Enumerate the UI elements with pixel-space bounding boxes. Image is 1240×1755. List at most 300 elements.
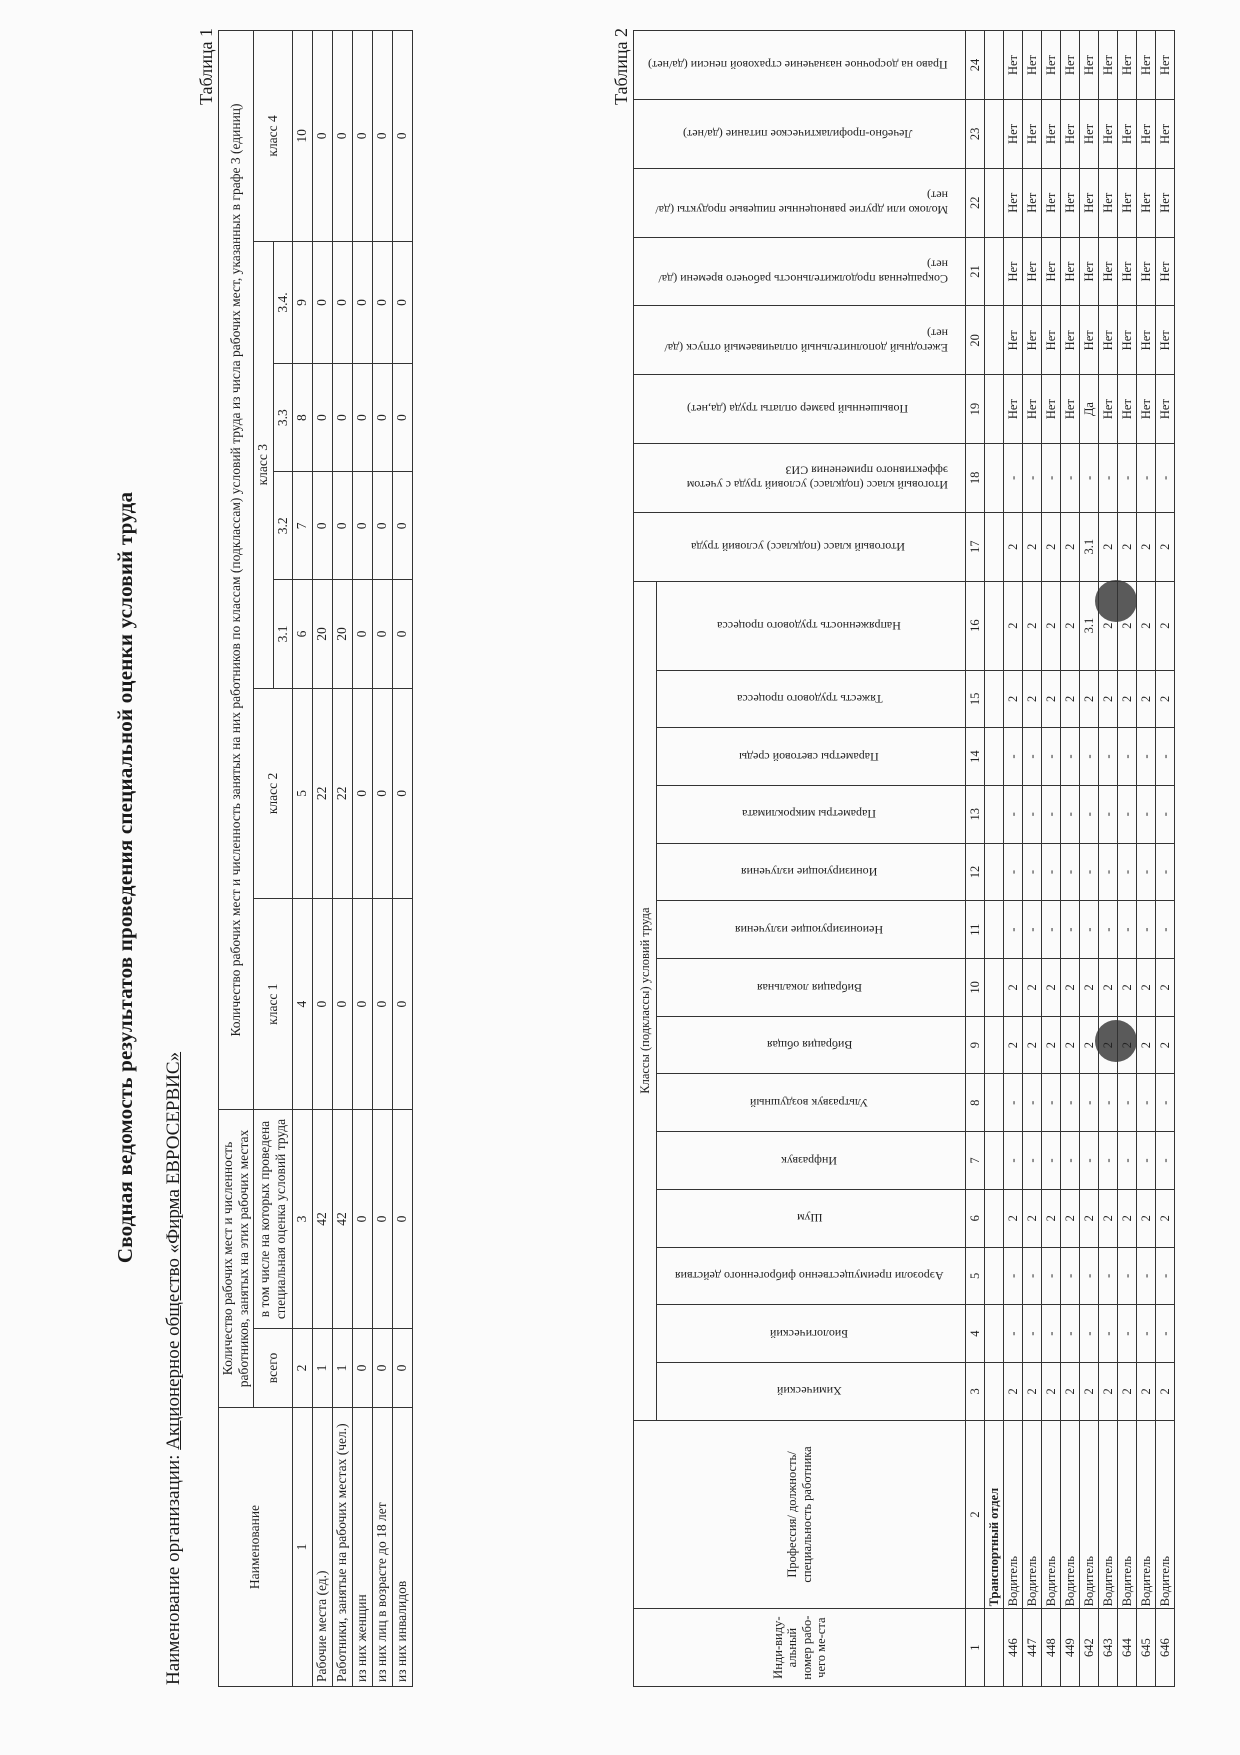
t2-cell: -	[1137, 1305, 1156, 1363]
t2-cell: 2	[1061, 512, 1080, 581]
t2-header-guarantee-4: Лечебно-профилактическое питание (да/нет)	[634, 100, 966, 169]
t2-cell: -	[1023, 843, 1042, 901]
t1-cell: 0	[352, 1110, 372, 1329]
t2-cell: -	[1042, 1247, 1061, 1305]
t2-col-number: 2	[966, 1420, 985, 1609]
t2-dept-empty	[985, 785, 1004, 843]
t2-cell: 2	[1099, 1016, 1118, 1074]
t2-row	[1042, 31, 1061, 1687]
t2-cell: -	[1099, 843, 1118, 901]
t2-profession: Водитель	[1137, 1420, 1156, 1609]
t2-cell: -	[1061, 1305, 1080, 1363]
t2-header-profession: Профессия/ должность/ специальность работника	[634, 1420, 966, 1609]
t2-cell: Нет	[1099, 306, 1118, 375]
t2-cell: -	[1042, 1305, 1061, 1363]
t2-dept-empty	[985, 901, 1004, 959]
t1-cell: 0	[352, 364, 372, 472]
t2-cell: Нет	[1099, 168, 1118, 237]
t2-cell: 2	[1061, 1016, 1080, 1074]
t2-dept-row	[985, 31, 1004, 1687]
t2-dept-empty	[985, 1362, 1004, 1420]
t2-cell: 2	[1118, 581, 1137, 670]
t2-cell: 2	[1023, 1362, 1042, 1420]
t2-cell: Нет	[1118, 375, 1137, 444]
t2-cell: Нет	[1099, 100, 1118, 169]
t2-dept-empty	[985, 306, 1004, 375]
t2-dept-empty	[985, 1074, 1004, 1132]
t2-cell: -	[1042, 1132, 1061, 1190]
t2-cell: -	[1023, 901, 1042, 959]
t2-header-factor: Параметры световой среды	[657, 728, 966, 786]
t2-header-final-siz: Итоговый класс (подкласс) условий труда с учетом эффективного применения СИЗ	[634, 444, 966, 513]
t2-cell: -	[1099, 1305, 1118, 1363]
t1-cell: 0	[372, 241, 392, 363]
t2-cell: -	[1156, 785, 1175, 843]
t2-header-guarantee-5: Право на досрочное назначение страховой пенсии (да/нет)	[634, 31, 966, 100]
t2-cell: Нет	[1156, 31, 1175, 100]
t1-cell: 0	[352, 241, 372, 363]
t2-cell: -	[1042, 785, 1061, 843]
t2-cell: -	[1137, 1132, 1156, 1190]
t2-header-factor: Биологический	[657, 1305, 966, 1363]
t2-header-guarantee-3: Молоко или другие равноценные пищевые продукты (да/нет)	[634, 168, 966, 237]
t2-cell: Нет	[1023, 31, 1042, 100]
t1-cell: 0	[392, 899, 412, 1110]
t2-cell: 2	[1118, 1362, 1137, 1420]
t2-dept-empty	[985, 1016, 1004, 1074]
t2-cell: 2	[1099, 512, 1118, 581]
t2-dept-empty	[985, 375, 1004, 444]
t1-cell: 0	[312, 31, 332, 242]
t2-col-number: 24	[966, 31, 985, 100]
t1-cell: 0	[332, 899, 352, 1110]
t2-profession: Водитель	[1099, 1420, 1118, 1609]
t1-col-number: 1	[292, 1408, 312, 1687]
t2-col-number: 18	[966, 444, 985, 513]
t1-cell: 1	[332, 1329, 352, 1408]
t2-cell: -	[1137, 901, 1156, 959]
t1-cell: 0	[372, 899, 392, 1110]
t2-cell: -	[1137, 843, 1156, 901]
t2-cell: -	[1156, 444, 1175, 513]
t2-cell: -	[1156, 901, 1175, 959]
t2-cell: 2	[1004, 1189, 1023, 1247]
t2-cell: 2	[1004, 581, 1023, 670]
t2-cell: Да	[1080, 375, 1099, 444]
t1-header-class2: класс 2	[254, 688, 292, 899]
t2-cell: 3.1	[1080, 581, 1099, 670]
t1-row-name: из них лиц в возрасте до 18 лет	[372, 1408, 392, 1687]
t2-cell: Нет	[1080, 237, 1099, 306]
t2-dept-empty	[985, 1305, 1004, 1363]
t2-cell: 2	[1023, 1016, 1042, 1074]
t2-cell: Нет	[1080, 168, 1099, 237]
t2-cell: -	[1156, 1132, 1175, 1190]
t2-cell: -	[1061, 843, 1080, 901]
t2-cell: -	[1080, 444, 1099, 513]
t2-col-number: 20	[966, 306, 985, 375]
t1-cell: 0	[332, 364, 352, 472]
t2-cell: -	[1023, 1074, 1042, 1132]
t1-cell: 0	[312, 241, 332, 363]
t1-cell: 20	[312, 580, 332, 688]
t2-cell: -	[1042, 901, 1061, 959]
t2-header-factor: Вибрация общая	[657, 1016, 966, 1074]
t2-cell: -	[1099, 1247, 1118, 1305]
t2-workplace-id: 643	[1099, 1609, 1118, 1687]
t2-cell: -	[1061, 444, 1080, 513]
t2-cell: Нет	[1004, 237, 1023, 306]
t2-cell: 2	[1137, 1189, 1156, 1247]
t2-cell: -	[1099, 901, 1118, 959]
t2-cell: Нет	[1118, 306, 1137, 375]
t2-dept-empty	[985, 168, 1004, 237]
t2-cell: -	[1080, 1247, 1099, 1305]
t2-col-number: 10	[966, 959, 985, 1017]
t2-dept-empty	[985, 100, 1004, 169]
t1-cell: 0	[352, 580, 372, 688]
t2-col-number: 5	[966, 1247, 985, 1305]
t2-cell: -	[1137, 785, 1156, 843]
t1-cell: 22	[312, 688, 332, 899]
t2-col-number: 7	[966, 1132, 985, 1190]
t2-cell: 2	[1156, 512, 1175, 581]
t2-cell: 2	[1156, 670, 1175, 728]
t2-header-factor: Неионизирующие излучения	[657, 901, 966, 959]
t1-cell: 0	[392, 1110, 412, 1329]
t2-cell: -	[1023, 1132, 1042, 1190]
t2-cell: Нет	[1042, 168, 1061, 237]
t2-header-guarantee-1: Ежегодный дополнительный оплачиваемый отпуск (да/нет)	[634, 306, 966, 375]
t2-workplace-id: 447	[1023, 1609, 1042, 1687]
t2-col-number: 6	[966, 1189, 985, 1247]
t2-cell: -	[1061, 785, 1080, 843]
t2-cell: 2	[1023, 512, 1042, 581]
t2-cell: Нет	[1080, 306, 1099, 375]
t1-cell: 0	[332, 472, 352, 580]
t2-cell: 2	[1099, 959, 1118, 1017]
t2-cell: Нет	[1080, 100, 1099, 169]
t1-cell: 1	[312, 1329, 332, 1408]
t2-cell: 2	[1042, 670, 1061, 728]
t1-header-3-1: 3.1	[273, 580, 292, 688]
t2-header-factor: Химический	[657, 1362, 966, 1420]
t2-cell: -	[1004, 1074, 1023, 1132]
t1-cell: 0	[372, 1110, 392, 1329]
t2-cell: Нет	[1080, 31, 1099, 100]
t1-cell: 0	[352, 899, 372, 1110]
t2-cell: -	[1061, 901, 1080, 959]
t2-cell: Нет	[1156, 100, 1175, 169]
t2-col-number: 14	[966, 728, 985, 786]
t2-cell: -	[1004, 1305, 1023, 1363]
t2-row	[1023, 31, 1042, 1687]
t2-cell: 2	[1061, 670, 1080, 728]
t2-cell: -	[1118, 728, 1137, 786]
t2-cell: 2	[1156, 1016, 1175, 1074]
t2-cell: -	[1042, 444, 1061, 513]
t2-cell: -	[1061, 1074, 1080, 1132]
t2-header-final: Итоговый класс (подкласс) условий труда	[634, 512, 966, 581]
t2-col-number: 21	[966, 237, 985, 306]
t2-cell: 2	[1023, 581, 1042, 670]
document-title: Сводная ведомость результатов проведения специальной оценки условий труда	[113, 491, 137, 1264]
t2-row	[1118, 31, 1137, 1687]
t2-cell: 2	[1042, 581, 1061, 670]
t2-profession: Водитель	[1042, 1420, 1061, 1609]
t1-cell: 42	[312, 1110, 332, 1329]
t2-department: Транспортный отдел	[985, 1420, 1004, 1609]
t2-header-id: Инди-виду-альный номер рабо-чего ме-ста	[634, 1609, 966, 1687]
t2-header-factor: Аэрозоли преимущественно фиброгенного действия	[657, 1247, 966, 1305]
t2-header-factor: Тяжесть трудового процесса	[657, 670, 966, 728]
t1-cell: 0	[392, 241, 412, 363]
t2-cell: Нет	[1061, 375, 1080, 444]
t2-dept-empty	[985, 512, 1004, 581]
t1-col-number: 8	[292, 364, 312, 472]
t2-col-number: 15	[966, 670, 985, 728]
t1-row	[372, 31, 392, 1687]
t2-cell: -	[1156, 843, 1175, 901]
t1-cell: 22	[332, 688, 352, 899]
t2-cell: Нет	[1023, 100, 1042, 169]
t2-cell: -	[1156, 728, 1175, 786]
t2-cell: 2	[1156, 1189, 1175, 1247]
t2-cell: 2	[1137, 670, 1156, 728]
t2-cell: -	[1061, 728, 1080, 786]
t2-workplace-id: 646	[1156, 1609, 1175, 1687]
t2-cell: 2	[1004, 1362, 1023, 1420]
t2-col-number: 8	[966, 1074, 985, 1132]
t2-cell: Нет	[1023, 375, 1042, 444]
t2-cell: 2	[1118, 959, 1137, 1017]
t2-dept-spacer	[985, 1609, 1004, 1687]
t2-cell: Нет	[1156, 375, 1175, 444]
t1-cell: 0	[372, 580, 392, 688]
t2-cell: -	[1023, 728, 1042, 786]
t2-row	[1080, 31, 1099, 1687]
t2-row	[1137, 31, 1156, 1687]
t2-header-factor: Параметры микроклимата	[657, 785, 966, 843]
t2-cell: Нет	[1042, 237, 1061, 306]
t2-col-number: 13	[966, 785, 985, 843]
t1-header-name: Наименование	[219, 1408, 293, 1687]
t1-cell: 0	[392, 31, 412, 242]
t2-header-factor: Шум	[657, 1189, 966, 1247]
t2-cell: -	[1023, 785, 1042, 843]
t2-dept-empty	[985, 581, 1004, 670]
t2-cell: Нет	[1099, 237, 1118, 306]
t2-cell: 2	[1099, 1189, 1118, 1247]
t2-cell: -	[1118, 1074, 1137, 1132]
t2-cell: Нет	[1042, 375, 1061, 444]
t2-cell: Нет	[1023, 168, 1042, 237]
t2-cell: -	[1004, 843, 1023, 901]
t2-cell: Нет	[1004, 31, 1023, 100]
t2-cell: 2	[1004, 959, 1023, 1017]
t2-cell: 2	[1156, 581, 1175, 670]
t2-cell: -	[1099, 1074, 1118, 1132]
t1-cell: 0	[312, 472, 332, 580]
t2-cell: 2	[1042, 1362, 1061, 1420]
t1-cell: 0	[352, 31, 372, 242]
t1-cell: 0	[372, 472, 392, 580]
t2-cell: Нет	[1137, 237, 1156, 306]
t2-cell: Нет	[1061, 306, 1080, 375]
t2-cell: -	[1042, 1074, 1061, 1132]
t2-cell: -	[1099, 728, 1118, 786]
t2-cell: Нет	[1118, 100, 1137, 169]
t2-cell: 2	[1004, 1016, 1023, 1074]
t2-number-row	[966, 31, 985, 1687]
t2-cell: 2	[1080, 1189, 1099, 1247]
t2-cell: Нет	[1137, 375, 1156, 444]
t2-cell: Нет	[1061, 100, 1080, 169]
t2-cell: 2	[1080, 1016, 1099, 1074]
t2-cell: -	[1118, 444, 1137, 513]
t1-header-classes-group: Количество рабочих мест и численность занятых на них работников по классам (подклассам) условий труда из числа рабочих мест, указанных в графе 3 (единиц)	[219, 31, 254, 1110]
t2-cell: -	[1099, 1132, 1118, 1190]
t2-cell: Нет	[1118, 168, 1137, 237]
t2-col-number: 1	[966, 1609, 985, 1687]
t2-cell: -	[1080, 785, 1099, 843]
t2-cell: 2	[1023, 670, 1042, 728]
t2-cell: Нет	[1061, 168, 1080, 237]
t2-col-number: 11	[966, 901, 985, 959]
t1-col-number: 2	[292, 1329, 312, 1408]
t2-cell: 2	[1061, 959, 1080, 1017]
t2-cell: -	[1023, 1247, 1042, 1305]
t1-header-total: всего	[254, 1329, 292, 1408]
t2-cell: Нет	[1042, 306, 1061, 375]
t2-dept-empty	[985, 1189, 1004, 1247]
t1-cell: 0	[392, 688, 412, 899]
t2-cell: 2	[1137, 1362, 1156, 1420]
t2-cell: Нет	[1004, 375, 1023, 444]
t1-col-number: 10	[292, 31, 312, 242]
t2-cell: Нет	[1061, 31, 1080, 100]
t2-dept-empty	[985, 237, 1004, 306]
t2-cell: Нет	[1023, 306, 1042, 375]
t2-cell: -	[1004, 901, 1023, 959]
t2-cell: 2	[1080, 959, 1099, 1017]
table2-label: Таблица 2	[611, 28, 631, 105]
t2-col-number: 4	[966, 1305, 985, 1363]
t2-cell: -	[1080, 901, 1099, 959]
t2-col-number: 3	[966, 1362, 985, 1420]
t1-header-3-2: 3.2	[273, 472, 292, 580]
t1-header-3-3: 3.3	[273, 364, 292, 472]
t2-dept-empty	[985, 1247, 1004, 1305]
t1-cell: 0	[332, 31, 352, 242]
t2-cell: 2	[1004, 670, 1023, 728]
t2-cell: -	[1156, 1247, 1175, 1305]
t2-cell: 2	[1061, 1362, 1080, 1420]
summary-table-1	[218, 30, 413, 1687]
t2-cell: 2	[1080, 1362, 1099, 1420]
t2-cell: -	[1061, 1247, 1080, 1305]
t2-cell: Нет	[1099, 31, 1118, 100]
t2-cell: 2	[1042, 959, 1061, 1017]
t1-col-number: 3	[292, 1110, 312, 1329]
t2-dept-empty	[985, 1132, 1004, 1190]
t2-cell: 2	[1118, 670, 1137, 728]
t2-col-number: 12	[966, 843, 985, 901]
classes-table-2	[633, 30, 1175, 1687]
t1-cell: 0	[352, 688, 372, 899]
t2-cell: -	[1118, 901, 1137, 959]
t2-header-guarantee-0: Повышенный размер оплаты труда (да,нет)	[634, 375, 966, 444]
t2-dept-empty	[985, 31, 1004, 100]
t2-cell: 2	[1099, 670, 1118, 728]
t2-col-number: 17	[966, 512, 985, 581]
t2-cell: 2	[1023, 1189, 1042, 1247]
t2-profession: Водитель	[1023, 1420, 1042, 1609]
t2-cell: 2	[1061, 1189, 1080, 1247]
t2-cell: -	[1023, 1305, 1042, 1363]
t2-cell: -	[1156, 1074, 1175, 1132]
t1-cell: 0	[352, 1329, 372, 1408]
t1-header-class1: класс 1	[254, 899, 292, 1110]
t2-col-number: 23	[966, 100, 985, 169]
table1-label: Таблица 1	[196, 28, 216, 105]
t1-cell: 0	[372, 1329, 392, 1408]
t2-cell: 2	[1042, 1016, 1061, 1074]
t2-cell: 2	[1004, 512, 1023, 581]
t2-cell: -	[1080, 1132, 1099, 1190]
t2-workplace-id: 446	[1004, 1609, 1023, 1687]
t2-cell: 2	[1080, 670, 1099, 728]
t2-profession: Водитель	[1061, 1420, 1080, 1609]
t2-cell: -	[1080, 1305, 1099, 1363]
t2-cell: -	[1099, 785, 1118, 843]
t1-cell: 0	[332, 241, 352, 363]
t2-cell: -	[1080, 1074, 1099, 1132]
t1-cell: 42	[332, 1110, 352, 1329]
t2-cell: 2	[1156, 959, 1175, 1017]
t2-workplace-id: 644	[1118, 1609, 1137, 1687]
t2-cell: Нет	[1099, 375, 1118, 444]
t2-header-classes-group: Классы (подклассы) условий труда	[634, 581, 657, 1420]
t1-cell: 0	[312, 364, 332, 472]
t2-cell: Нет	[1137, 31, 1156, 100]
t2-cell: 3.1	[1080, 512, 1099, 581]
t1-cell: 0	[312, 899, 332, 1110]
t2-row	[1004, 31, 1023, 1687]
t1-header-class3: класс 3	[254, 241, 273, 688]
t2-workplace-id: 645	[1137, 1609, 1156, 1687]
t1-cell: 0	[392, 1329, 412, 1408]
t2-cell: -	[1042, 843, 1061, 901]
t2-profession: Водитель	[1080, 1420, 1099, 1609]
t2-cell: -	[1118, 785, 1137, 843]
t2-cell: -	[1061, 1132, 1080, 1190]
t2-cell: 2	[1099, 581, 1118, 670]
t2-cell: 2	[1099, 1362, 1118, 1420]
t2-cell: -	[1118, 1132, 1137, 1190]
t2-cell: Нет	[1156, 306, 1175, 375]
t1-number-row	[292, 31, 312, 1687]
t2-workplace-id: 642	[1080, 1609, 1099, 1687]
t1-header-3-4: 3.4.	[273, 241, 292, 363]
t2-cell: 2	[1137, 959, 1156, 1017]
t1-row-name: из них женщин	[352, 1408, 372, 1687]
t1-col-number: 9	[292, 241, 312, 363]
t2-cell: Нет	[1042, 31, 1061, 100]
t2-cell: -	[1118, 1305, 1137, 1363]
organization-name: Акционерное общество «Фирма ЕВРОСЕРВИС»	[163, 1051, 184, 1450]
t1-cell: 0	[392, 580, 412, 688]
